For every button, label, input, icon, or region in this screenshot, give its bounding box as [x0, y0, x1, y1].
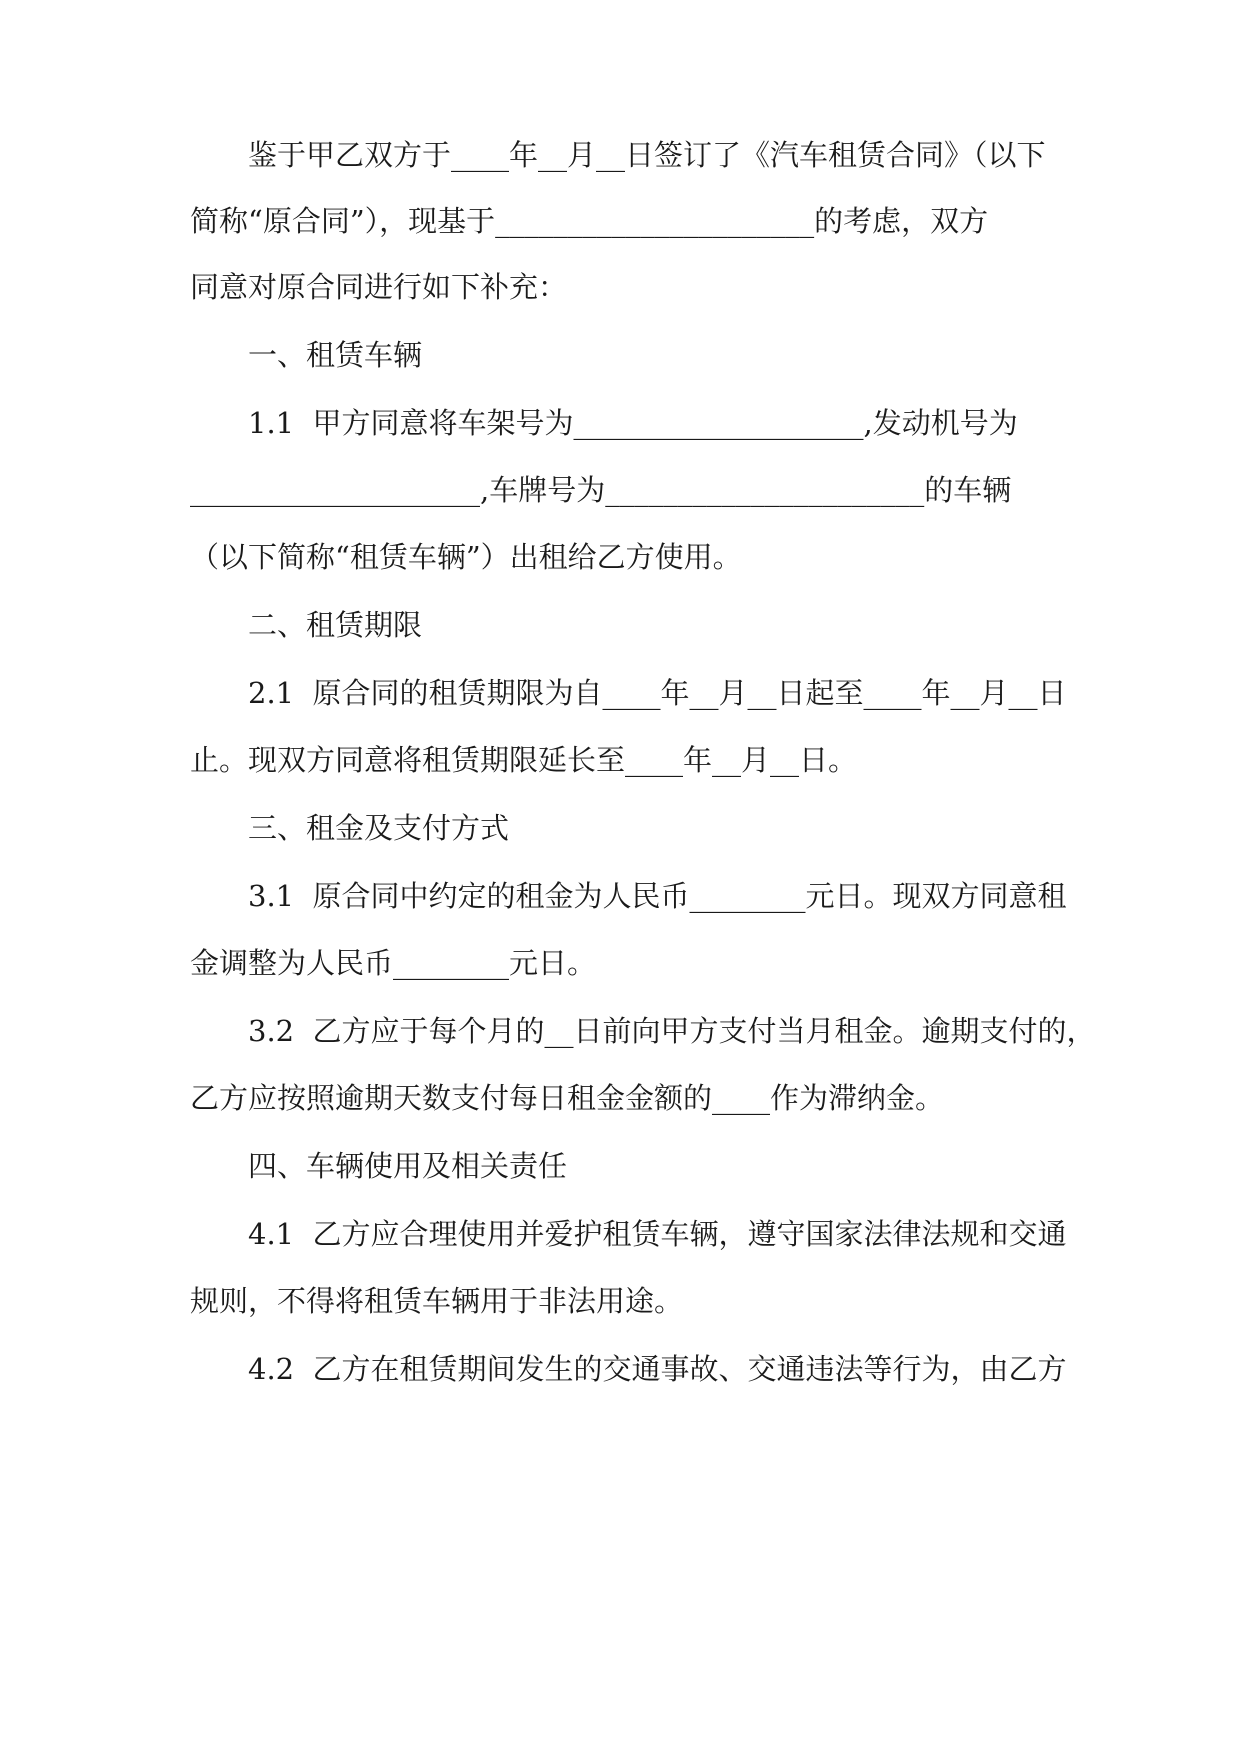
paragraph-intro-line-2: 简称“原合同”），现基于______________________的考虑，双方	[190, 204, 989, 238]
clause-1-1-line-2: ____________________,车牌号为______________________的车辆	[190, 473, 1012, 507]
clause-2-1-line-1: 2.1 原合同的租赁期限为自____年__月__日起至____年__月__日	[248, 676, 1067, 710]
clause-4-2-line-1: 4.2 乙方在租赁期间发生的交通事故、交通违法等行为，由乙方	[248, 1352, 1067, 1386]
paragraph-intro-line-3: 同意对原合同进行如下补充：	[190, 270, 568, 304]
section-heading-2: 二、租赁期限	[248, 608, 423, 642]
clause-2-1-line-2: 止。现双方同意将租赁期限延长至____年__月__日。	[190, 743, 858, 777]
section-heading-3: 三、租金及支付方式	[248, 811, 510, 845]
clause-1-1-line-1: 1.1 甲方同意将车架号为____________________,发动机号为	[248, 406, 1018, 440]
section-heading-4: 四、车辆使用及相关责任	[248, 1149, 568, 1183]
clause-3-2-line-2: 乙方应按照逾期天数支付每日租金金额的____作为滞纳金。	[190, 1081, 945, 1115]
clause-4-1-line-1: 4.1 乙方应合理使用并爱护租赁车辆，遵守国家法律法规和交通	[248, 1217, 1067, 1251]
clause-3-2-line-1: 3.2 乙方应于每个月的__日前向甲方支付当月租金。逾期支付的，	[248, 1014, 1096, 1048]
clause-4-1-line-2: 规则，不得将租赁车辆用于非法用途。	[190, 1284, 684, 1318]
clause-3-1-line-1: 3.1 原合同中约定的租金为人民币________元日。现双方同意租	[248, 879, 1067, 913]
section-heading-1: 一、租赁车辆	[248, 338, 423, 372]
clause-1-1-line-3: （以下简称“租赁车辆”）出租给乙方使用。	[190, 540, 742, 574]
paragraph-intro-line-1: 鉴于甲乙双方于____年__月__日签订了《汽车租赁合同》（以下	[248, 138, 1046, 172]
clause-3-1-line-2: 金调整为人民币________元日。	[190, 946, 597, 980]
